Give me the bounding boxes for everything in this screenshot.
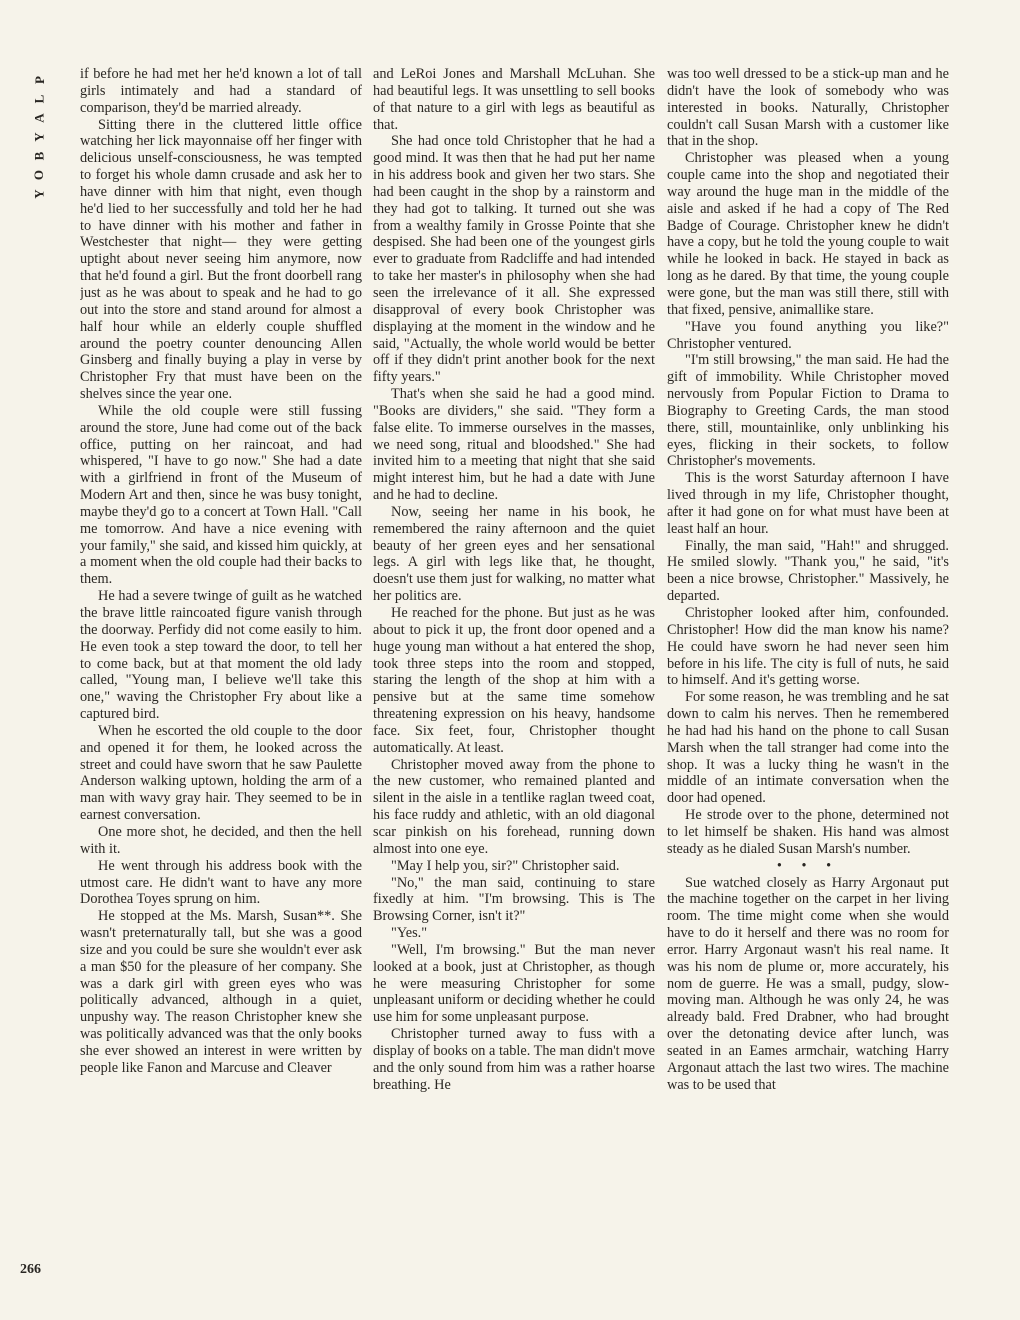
paragraph: She had once told Christopher that he had a good mind. It was then that he had put her name in his address book and given her two stars. She had been caught in the shop by a rainstorm and they had got to talking. It turned out she was from a wealthy family in Grosse Pointe that she despised. She had been one of the youngest girls ever to graduate from Radcliffe and had intended to take her master's in philosophy when she had seen the irrelevance of it all. She expressed disapproval of every book Christopher was displaying at the moment in the window and he said, "Actually, the whole world would be better off if they didn't print another book for the next fifty years." [373,133,655,386]
paragraph: "Well, I'm browsing." But the man never looked at a book, just at Christopher, as though he were measuring Christopher for some unpleasant uniform or deciding whether he could use him for some unpleasant purpose. [373,941,655,1026]
sidebar-letter: A [31,112,47,123]
sidebar-letter: L [31,93,47,104]
paragraph: and LeRoi Jones and Marshall McLuhan. She had beautiful legs. It was unsettling to sell books of that nature to a girl with legs as beautiful as that. [373,66,655,133]
paragraph: He strode over to the phone, determined not to let himself be shaken. His hand was almost steady as he dialed Susan Marsh's number. [667,807,949,857]
paragraph: While the old couple were still fussing around the store, June had come out of the back office, putting on her raincoat, and had whispered, "I have to go now." She had a date with a girlfriend in front of the Museum of Modern Art and then, since he was busy tonight, maybe they'd go to a concert at Town Hall. "Call me tomorrow. And have a nice evening with your family," she said, and kissed him quickly, at a moment when the old couple had their backs to them. [80,402,362,588]
sidebar-letter: B [31,150,47,161]
text-column-3 [667,66,949,1286]
paragraph: Sue watched closely as Harry Argonaut put the machine together on the carpet in her living room. The time might come when she would have to do it herself and there was no room for error. Harry Argonaut wasn't his real name. It was his nom de plume or, more accurately, his nom de guerre. He was a small, pudgy, slow-moving man. Although he was only 24, he was already bald. Fred Drabner, who had brought over the detonating device after lunch, was seated in an Eames armchair, watching Harry Argonaut attach the last two wires. The machine was to be used that [667,874,949,1093]
paragraph: "No," the man said, continuing to stare fixedly at him. "I'm browsing. This is The Browsing Corner, isn't it?" [373,874,655,925]
page-number: 266 [20,1262,41,1277]
paragraph: if before he had met her he'd known a lot of tall girls intimately and had a standard of comparison, they'd be married already. [80,66,362,116]
paragraph: When he escorted the old couple to the door and opened it for them, he looked across the street and could have sworn that he saw Paulette Anderson walking uptown, holding the arm of a man with wavy gray hair. They seemed to be in earnest conversation. [80,722,362,824]
paragraph: This is the worst Saturday afternoon I have lived through in my life, Christopher thought, after it had gone on for what must have been at least half an hour. [667,470,949,537]
paragraph: He reached for the phone. But just as he was about to pick it up, the front door opened and a huge young man without a hat entered the shop, took three steps into the room and stopped, staring the length of the shop at him with a pensive but at the same time somehow threatening expression on his heavy, handsome face. Six feet, four, Christopher thought automatically. At least. [373,605,655,756]
text-column-2 [373,66,655,1286]
paragraph: "Have you found anything you like?" Christopher ventured. [667,318,949,352]
paragraph: One more shot, he decided, and then the hell with it. [80,823,362,857]
sidebar-letter: P [31,75,47,84]
magazine-sidebar-title [22,70,56,203]
sidebar-letter: O [31,168,47,181]
paragraph: Christopher turned away to fuss with a display of books on a table. The man didn't move and the only sound from him was a rather hoarse breathing. He [373,1026,655,1093]
paragraph: He stopped at the Ms. Marsh, Susan**. She wasn't preternaturally tall, but she was a good size and you could be sure she wouldn't ever ask a man $50 for the pleasure of her company. She was a dark girl with green eyes who was politically advanced, although in a quiet, unpushy way. The reason Christopher knew she was politically advanced was that the only books she ever showed an interest in were written by people like Fanon and Marcuse and Cleaver [80,908,362,1076]
paragraph: For some reason, he was trembling and he sat down to calm his nerves. Then he remembered he had had his hand on the phone to call Susan Marsh when the tall stranger had come into the shop. It was a lucky thing he wasn't in the middle of an intimate conversation when the door had opened. [667,689,949,807]
section-break: • • • [776,857,840,874]
paragraph: "I'm still browsing," the man said. He had the gift of immobility. While Christopher moved nervously from Popular Fiction to Drama to Biography to Greeting Cards, the man stood there, still, mountainlike, only unblinking his eyes, flicking in their sockets, to follow Christopher's movements. [667,352,949,470]
sidebar-letter: Y [31,188,47,199]
paragraph: Sitting there in the cluttered little office watching her lick mayonnaise off her finger with delicious unself-consciousness, he was tempted to forget his whole damn crusade and ask her to have dinner with him that night, even though he'd lied to her successfully and told her he had to have dinner with his mother and father in Westchester that night— they were getting uptight about never seeing him anymore, now that he'd found a girl. But the front doorbell rang just as he was about to speak and he had to go out into the store and stand around for almost a half hour while an elderly couple shuffled around the poetry counter denouncing Allen Ginsberg and finally buying a play in verse by Christopher Fry that must have been on the shelves since the year one. [80,116,362,403]
paragraph: "May I help you, sir?" Christopher said. [391,857,620,874]
sidebar-letter: Y [31,131,47,142]
paragraph: That's when she said he had a good mind. "Books are dividers," she said. "They form a false elite. To immerse ourselves in the masses, we need song, ritual and bloodshed." She had invited him to a meeting that night that she said might interest him, but he had a date with June and he had to decline. [373,386,655,504]
paragraph: Finally, the man said, "Hah!" and shrugged. He smiled slowly. "Thank you," he said, "it's been a nice browse, Christopher." Massively, he departed. [667,537,949,605]
text-column-1 [80,66,362,1286]
paragraph: Now, seeing her name in his book, he remembered the rainy afternoon and the quiet beauty of her green eyes and her sensational legs. A girl with legs like that, he thought, doesn't use them just for walking, no matter what her politics are. [373,503,655,605]
paragraph: He went through his address book with the utmost care. He didn't want to have any more Dorothea Toyes sprung on him. [80,857,362,908]
paragraph: Christopher was pleased when a young couple came into the shop and negotiated their way around the huge man in the middle of the aisle and asked if he had a copy of The Red Badge of Courage. Christopher knew he didn't have a copy, but he told the young couple to wait while he looked in back. He stayed in back as long as he dared. By that time, the young couple were gone, but the man was still there, still with that fixed, pensive, animallike stare. [667,150,949,318]
paragraph: He had a severe twinge of guilt as he watched the brave little raincoated figure vanish through the doorway. Perfidy did not come easily to him. He even took a step toward the door, to tell her to come back, but at that moment the old lady called, "Young man, I believe we'll take this one," waving the Christopher Fry about like a captured bird. [80,588,362,723]
paragraph: Christopher looked after him, confounded. Christopher! How did the man know his name? He could have sworn he had never seen him before in his life. The city is full of nuts, he said to himself. And it's getting worse. [667,605,949,689]
paragraph: was too well dressed to be a stick-up man and he didn't have the look of somebody who was interested in books. Naturally, Christopher couldn't call Susan Marsh with a customer like that in the shop. [667,66,949,150]
paragraph: Christopher moved away from the phone to the new customer, who remained planted and silent in the aisle in a tentlike raglan tweed coat, his face ruddy and athletic, with an old diagonal scar pinkish on his forehead, running down almost into one eye. [373,756,655,857]
paragraph: "Yes." [391,925,428,942]
